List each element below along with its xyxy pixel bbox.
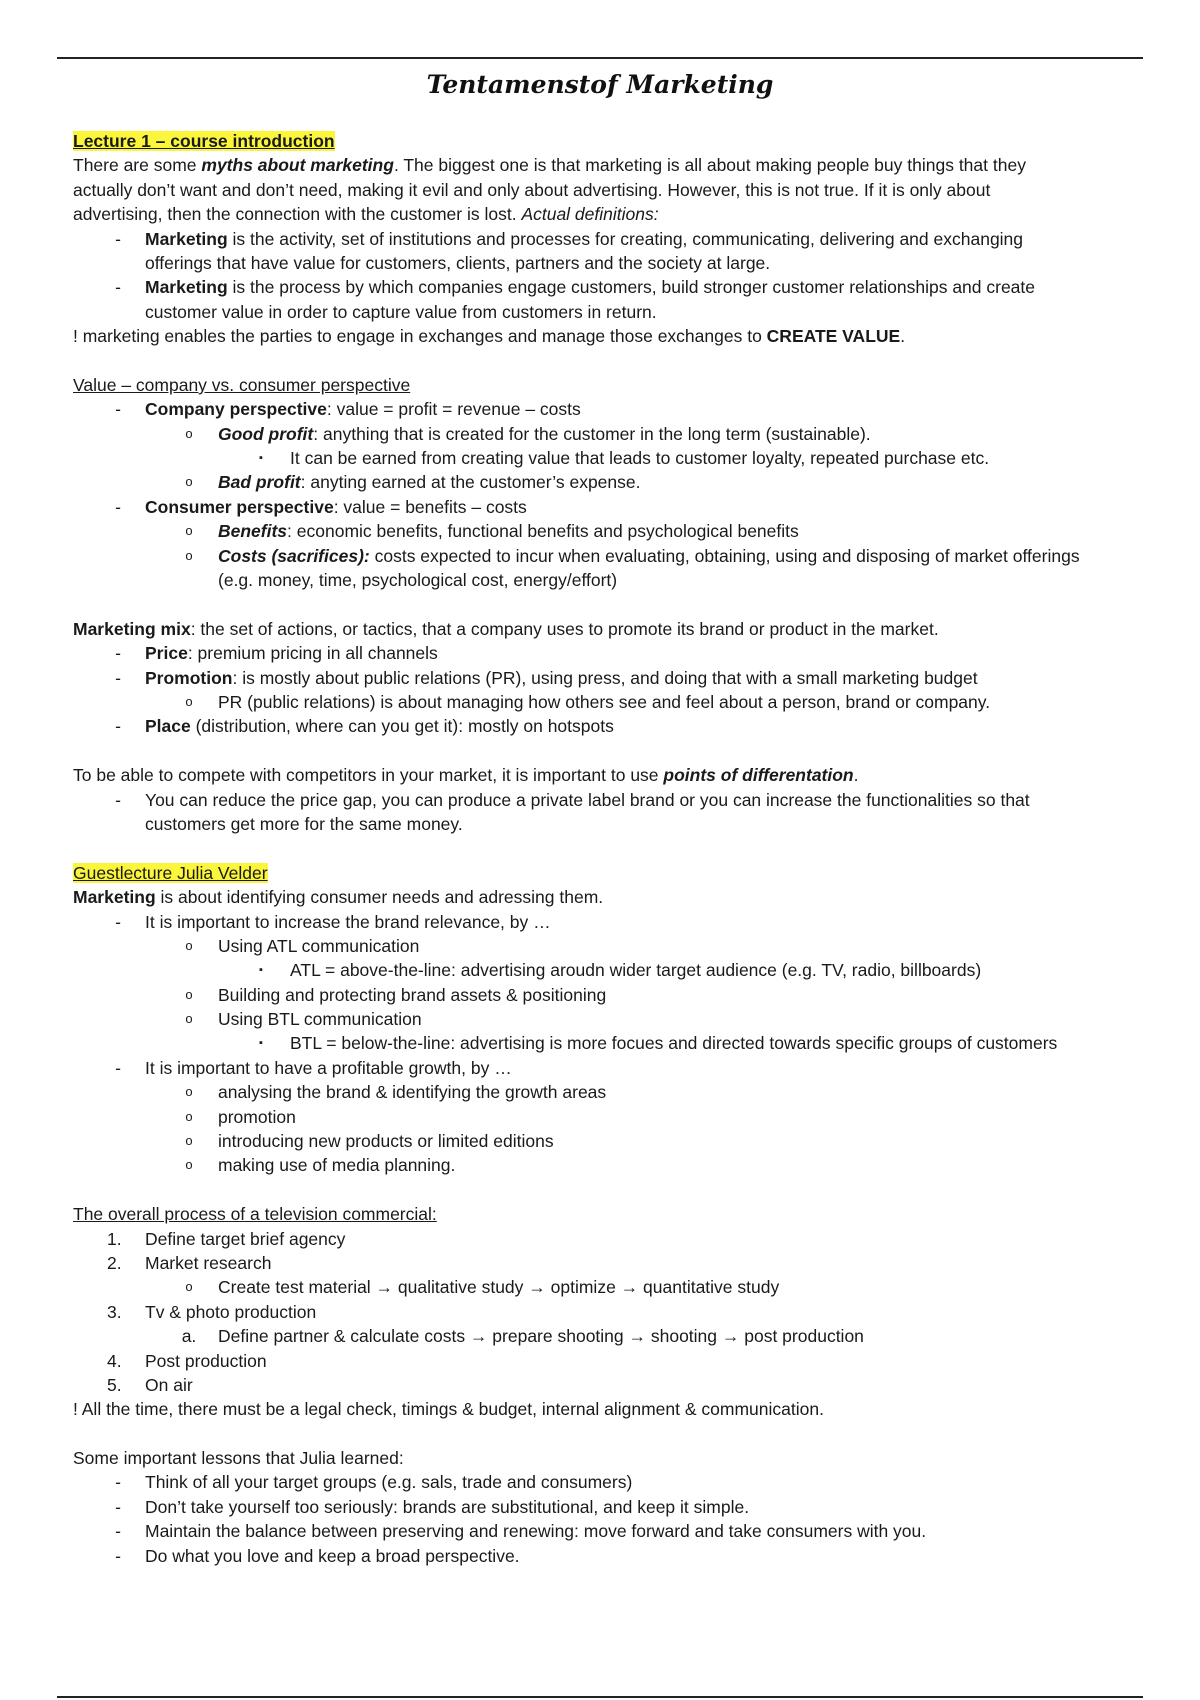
list-item: o Bad profit: anyting earned at the customer’s expense. xyxy=(73,470,1133,494)
circle-bullet: o xyxy=(185,1157,193,1173)
dash-bullet: - xyxy=(115,789,121,810)
circle-bullet: o xyxy=(185,1279,193,1295)
list-item: - You can reduce the price gap, you can produce a private label brand or you can increase the functionalities so that xyxy=(73,788,1133,812)
document-body xyxy=(73,129,1133,1568)
circle-bullet: o xyxy=(185,693,193,709)
circle-bullet: o xyxy=(185,1011,193,1027)
list-item: - Consumer perspective: value = benefits – costs xyxy=(73,495,1133,519)
list-item: - Place (distribution, where can you get it): mostly on hotspots xyxy=(73,714,1133,738)
numbered-item: 5. On air xyxy=(107,1374,193,1395)
dash-bullet: - xyxy=(115,1057,121,1078)
list-item-continuation: offerings that have value for customers, clients, partners and the society at large. xyxy=(145,252,771,273)
paragraph-line: Marketing is about identifying consumer needs and adressing them. xyxy=(73,887,604,908)
list-item: o Using ATL communication xyxy=(73,934,1133,958)
section-heading-tv-process: The overall process of a television commercial: xyxy=(73,1204,437,1225)
circle-bullet: o xyxy=(185,474,193,490)
circle-bullet: o xyxy=(185,1108,193,1124)
paragraph-line: advertising, then the connection with the customer is lost. Actual definitions: xyxy=(73,204,659,225)
dash-bullet: - xyxy=(115,496,121,517)
paragraph-line: Marketing mix: the set of actions, or tactics, that a company uses to promote its brand or product in the market. xyxy=(73,618,939,639)
list-item: - Do what you love and keep a broad perspective. xyxy=(73,1544,1133,1568)
list-item: o introducing new products or limited editions xyxy=(73,1129,1133,1153)
section-heading-guestlecture: Guestlecture Julia Velder xyxy=(73,862,268,883)
paragraph-line: actually don’t want and don’t need, making it evil and only about advertising. However, this is not true. If it is only about xyxy=(73,179,991,200)
list-item: o Good profit: anything that is created for the customer in the long term (sustainable). xyxy=(73,422,1133,446)
letter-marker: a. xyxy=(181,1326,197,1347)
numbered-item: 2. Market research xyxy=(107,1252,272,1273)
list-item: - It is important to have a profitable growth, by … xyxy=(73,1056,1133,1080)
list-item: ▪ It can be earned from creating value that leads to customer loyalty, repeated purchase etc. xyxy=(73,446,1133,470)
dash-bullet: - xyxy=(115,643,121,664)
list-item: o promotion xyxy=(73,1105,1133,1129)
paragraph-line: To be able to compete with competitors in your market, it is important to use points of differentation. xyxy=(73,765,859,786)
list-item: o Building and protecting brand assets & positioning xyxy=(73,983,1133,1007)
top-rule xyxy=(57,57,1143,59)
list-item: ▪ ATL = above-the-line: advertising aroudn wider target audience (e.g. TV, radio, billboards) xyxy=(73,958,1133,982)
dash-bullet: - xyxy=(115,228,121,249)
dash-bullet: - xyxy=(115,911,121,932)
list-item: o making use of media planning. xyxy=(73,1153,1133,1177)
bottom-rule xyxy=(57,1696,1143,1698)
list-item: - Think of all your target groups (e.g. sals, trade and consumers) xyxy=(73,1470,1133,1494)
numbered-item: 4. Post production xyxy=(107,1350,267,1371)
list-item: a. Define partner & calculate costs → prepare shooting → shooting → post production xyxy=(73,1324,1133,1348)
list-item: o Using BTL communication xyxy=(73,1007,1133,1031)
square-bullet: ▪ xyxy=(259,452,263,465)
square-bullet: ▪ xyxy=(259,1037,263,1050)
numbered-item: 1. Define target brief agency xyxy=(107,1228,346,1249)
numbered-item: 3. Tv & photo production xyxy=(107,1301,317,1322)
list-item: - Don’t take yourself too seriously: brands are substitutional, and keep it simple. xyxy=(73,1495,1133,1519)
circle-bullet: o xyxy=(185,1084,193,1100)
dash-bullet: - xyxy=(115,1496,121,1517)
dash-bullet: - xyxy=(115,716,121,737)
dash-bullet: - xyxy=(115,1472,121,1493)
list-item: o analysing the brand & identifying the growth areas xyxy=(73,1080,1133,1104)
circle-bullet: o xyxy=(185,547,193,563)
list-item: - Price: premium pricing in all channels xyxy=(73,641,1133,665)
document-title: Tentamenstof Marketing xyxy=(426,70,774,99)
list-item: - Maintain the balance between preserving and renewing: move forward and take consumers with you. xyxy=(73,1519,1133,1543)
circle-bullet: o xyxy=(185,986,193,1002)
list-item: ▪ BTL = below-the-line: advertising is more focues and directed towards specific groups of customers xyxy=(73,1031,1133,1055)
list-item: - Marketing is the process by which companies engage customers, build stronger customer relationships and create xyxy=(73,275,1133,299)
list-item: o Benefits: economic benefits, functional benefits and psychological benefits xyxy=(73,519,1133,543)
circle-bullet: o xyxy=(185,937,193,953)
list-item: - Marketing is the activity, set of institutions and processes for creating, communicating, delivering and exchanging xyxy=(73,227,1133,251)
dash-bullet: - xyxy=(115,399,121,420)
circle-bullet: o xyxy=(185,425,193,441)
list-item: - Company perspective: value = profit = revenue – costs xyxy=(73,397,1133,421)
note-line: ! marketing enables the parties to engage in exchanges and manage those exchanges to CREATE VALUE. xyxy=(73,326,906,347)
dash-bullet: - xyxy=(115,1545,121,1566)
dash-bullet: - xyxy=(115,667,121,688)
section-heading-lecture-1: Lecture 1 – course introduction xyxy=(73,131,335,151)
list-item-continuation: (e.g. money, time, psychological cost, energy/effort) xyxy=(218,570,618,591)
list-item: o PR (public relations) is about managing how others see and feel about a person, brand or company. xyxy=(73,690,1133,714)
paragraph-line: There are some myths about marketing. The biggest one is that marketing is all about making people buy things that they xyxy=(73,155,1026,176)
list-item: - It is important to increase the brand relevance, by … xyxy=(73,910,1133,934)
dash-bullet: - xyxy=(115,1521,121,1542)
circle-bullet: o xyxy=(185,1133,193,1149)
paragraph-line: Some important lessons that Julia learned: xyxy=(73,1448,404,1469)
list-item: o Create test material → qualitative study → optimize → quantitative study xyxy=(73,1275,1133,1299)
section-heading-value: Value – company vs. consumer perspective xyxy=(73,374,411,395)
list-item: - Promotion: is mostly about public relations (PR), using press, and doing that with a small marketing budget xyxy=(73,666,1133,690)
square-bullet: ▪ xyxy=(259,964,263,977)
circle-bullet: o xyxy=(185,523,193,539)
dash-bullet: - xyxy=(115,277,121,298)
list-item: o Costs (sacrifices): costs expected to incur when evaluating, obtaining, using and disposing of market offerings xyxy=(73,544,1133,568)
list-item-continuation: customers get more for the same money. xyxy=(145,813,463,834)
note-line: ! All the time, there must be a legal check, timings & budget, internal alignment & communication. xyxy=(73,1399,824,1420)
list-item-continuation: customer value in order to capture value from customers in return. xyxy=(145,301,657,322)
